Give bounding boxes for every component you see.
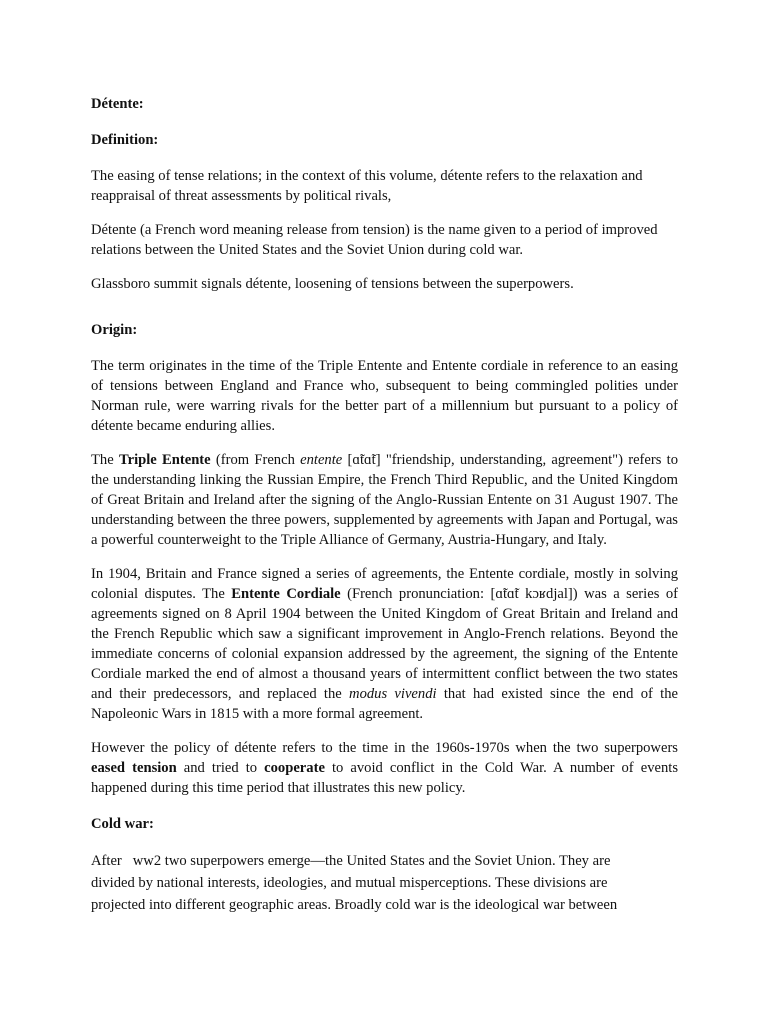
text-run: The	[91, 452, 119, 468]
text-run: to avoid conflict in the Cold War. A number of events happened during this time period that illustrates this new policy.	[91, 760, 678, 796]
origin-heading: Origin:	[91, 322, 138, 338]
cold-war-line-3: projected into different geographic areas. Broadly cold war is the ideological war between	[91, 897, 618, 913]
definition-paragraph-3: Glassboro summit signals détente, loosening of tensions between the superpowers.	[91, 276, 574, 292]
cold-war-heading: Cold war:	[91, 816, 154, 832]
origin-paragraph-4	[91, 738, 678, 798]
text-run: (French pronunciation: [ɑ̃tɑ̃t kɔʁdjal]) was a series of agreements signed on 8 April 1904 between the United Kingdom of Great Britain and Ireland and the French Republic which saw a significant improvement in Anglo-French relations. Beyond the immediate concerns of colonial expansion addressed by the agreement, the signing of the Entente Cordiale marked the end of almost a thousand years of intermittent conflict between the two states and their predecessors, and replaced the	[91, 586, 678, 702]
document-page	[91, 94, 678, 916]
text-run: In 1904, Britain and France signed a series of agreements, the Entente cordiale, mostly in solving colonial disputes. The	[91, 566, 678, 602]
bold-term-entente-cordiale: Entente Cordiale	[231, 586, 341, 602]
italic-term-entente: entente	[300, 452, 343, 468]
text-run: and tried to	[176, 760, 265, 776]
origin-paragraph-1: The term originates in the time of the Triple Entente and Entente cordiale in reference to an easing of tensions between England and France who, subsequent to being commingled polities under Norman rule, were warring rivals for the better part of a millennium but pursuant to a policy of détente became enduring allies.	[91, 358, 678, 434]
text-run: [ɑ̃tɑ̃t] "friendship, understanding, agreement") refers to the understanding linking the Russian Empire, the French Third Republic, and the United Kingdom of Great Britain and Ireland after the signing of the Anglo-Russian Entente on 31 August 1907. The understanding between the three powers, supplemented by agreements with Japan and Portugal, was a powerful counterweight to the Triple Alliance of Germany, Austria-Hungary, and Italy.	[91, 452, 679, 548]
cold-war-line-1: After ww2 two superpowers emerge—the United States and the Soviet Union. They are	[91, 853, 611, 869]
definition-paragraph-2: Détente (a French word meaning release from tension) is the name given to a period of improved relations between the United States and the Soviet Union during cold war.	[91, 222, 658, 258]
bold-term-eased-tension: eased tension	[91, 760, 177, 776]
origin-paragraph-3	[91, 564, 678, 724]
text-run: (from French	[210, 452, 301, 468]
definition-paragraph-1: The easing of tense relations; in the context of this volume, détente refers to the relaxation and reappraisal of threat assessments by political rivals,	[91, 168, 643, 204]
definition-heading: Definition:	[91, 132, 159, 148]
bold-term-triple-entente: Triple Entente	[118, 452, 211, 468]
bold-term-cooperate: cooperate	[264, 760, 325, 776]
text-run: that had existed since the end of the Napoleonic Wars in 1815 with a more formal agreement.	[91, 686, 678, 722]
origin-paragraph-2	[91, 450, 678, 550]
text-run: However the policy of détente refers to the time in the 1960s-1970s when the two superpowers	[91, 740, 678, 756]
cold-war-line-2: divided by national interests, ideologies, and mutual misperceptions. These divisions are	[91, 875, 608, 891]
document-title: Détente:	[91, 96, 144, 112]
italic-term-modus-vivendi: modus vivendi	[349, 686, 437, 702]
